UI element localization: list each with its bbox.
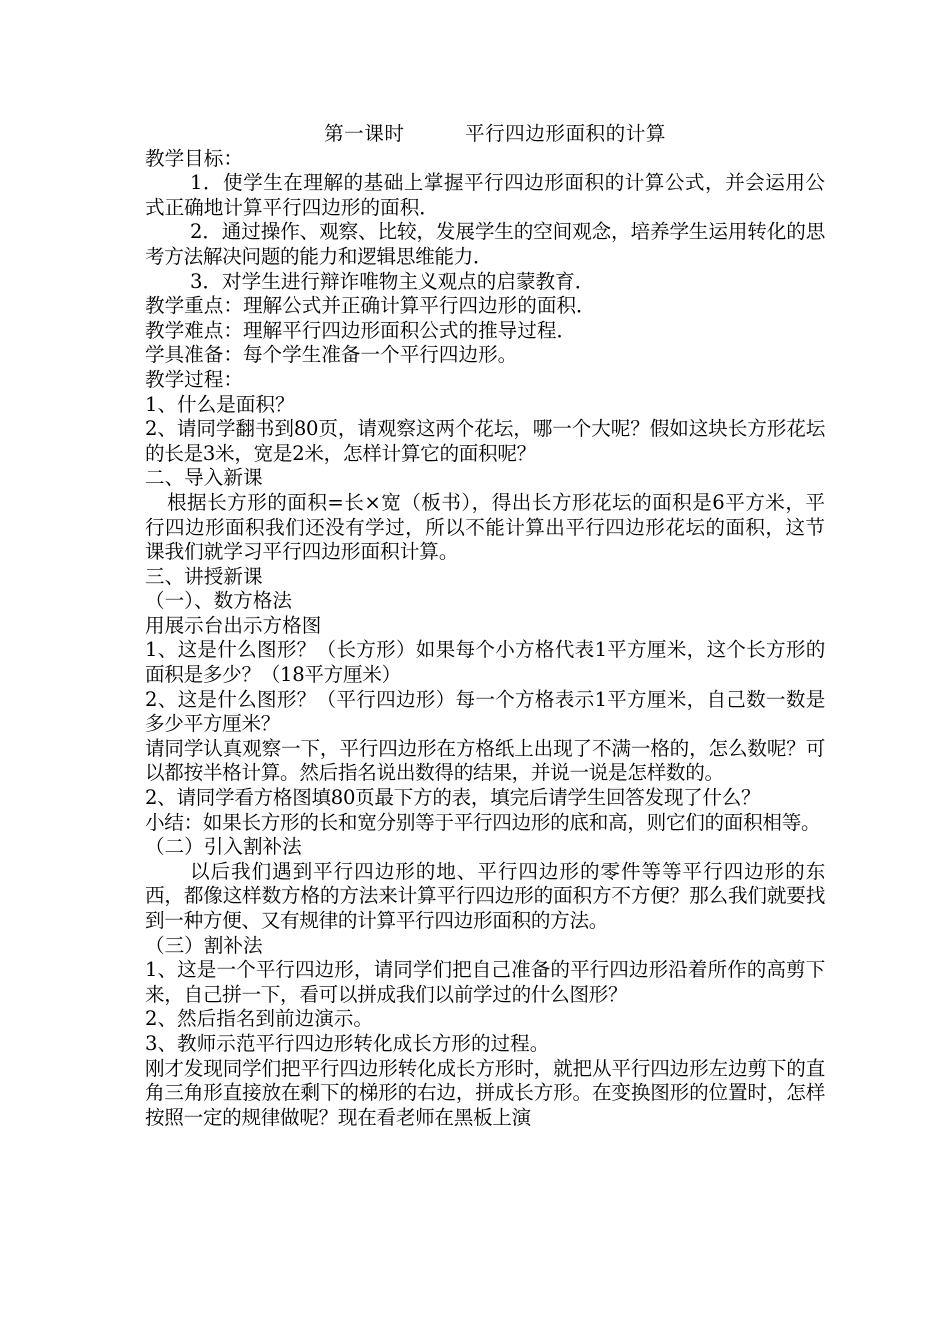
rectangle-question: 1、这是什么图形？（长方形）如果每个小方格代表1平方厘米，这个长方形的面积是多少？（18平方厘米） <box>145 638 825 687</box>
subsection-cut-and-fill: （三）割补法 <box>145 933 263 957</box>
transformation-explanation: 刚才发现同学们把平行四边形转化成长方形时，就把从平行四边形左边剪下的直角三角形直接放在剩下的梯形的右边，拼成长方形。在变换图形的位置时，怎样按照一定的规律做呢？现在看老师在黑板上演 <box>145 1056 825 1129</box>
section-heading-process: 教学过程： <box>145 367 243 391</box>
teaching-difficulty: 教学难点：理解平行四边形面积公式的推导过程． <box>145 318 577 342</box>
objective-3: 3．对学生进行辩诈唯物主义观点的启蒙教育． <box>190 269 595 293</box>
table-fill-question: 2、请同学看方格图填80页最下方的表，填完后请学生回答发现了什么？ <box>145 786 761 810</box>
cut-and-fill-step-3: 3、教师示范平行四边形转化成长方形的过程。 <box>145 1031 550 1055</box>
question-flower-beds: 2、请同学翻书到80页，请观察这两个花坛，哪一个大呢？假如这块长方形花坛的长是3米，宽是2米，怎样计算它的面积呢？ <box>145 417 825 465</box>
section-heading-new-lesson: 三、讲授新课 <box>145 564 263 588</box>
teaching-key-point: 教学重点：理解公式并正确计算平行四边形的面积． <box>145 294 596 318</box>
section-heading-introduction: 二、导入新课 <box>145 466 263 490</box>
lesson-title: 第一课时 平行四边形面积的计算 <box>324 122 666 145</box>
materials-preparation: 学具准备：每个学生准备一个平行四边形。 <box>145 343 518 367</box>
section-heading-objectives: 教学目标： <box>145 146 243 170</box>
summary-paragraph: 小结：如果长方形的长和宽分别等于平行四边形的底和高，则它们的面积相等。 <box>145 810 821 834</box>
parallelogram-question: 2、这是什么图形？（平行四边形）每一个方格表示1平方厘米，自己数一数是多少平方厘米？ <box>145 687 825 736</box>
question-what-is-area: 1、什么是面积？ <box>145 392 295 416</box>
grid-display-step: 用展示台出示方格图 <box>145 613 322 637</box>
cut-and-fill-motivation: 以后我们遇到平行四边形的地、平行四边形的零件等等平行四边形的东西，都像这样数方格的方法来计算平行四边形的面积方不方便？那么我们就要找到一种方便、又有规律的计算平行四边形面积的方法。 <box>145 859 825 932</box>
document-body <box>145 122 825 1130</box>
introduction-paragraph: 根据长方形的面积=长×宽（板书），得出长方形花坛的面积是6平方米，平行四边形面积我们还没有学过，所以不能计算出平行四边形花坛的面积，这节课我们就学习平行四边形面积计算。 <box>145 490 825 564</box>
cut-and-fill-step-1: 1、这是一个平行四边形，请同学们把自己准备的平行四边形沿着所作的高剪下来，自己拼一下，看可以拼成我们以前学过的什么图形？ <box>145 958 825 1006</box>
objective-1: 1．使学生在理解的基础上掌握平行四边形面积的计算公式，并会运用公式正确地计算平行四边形的面积． <box>145 171 825 219</box>
objective-2: 2．通过操作、观察、比较，发展学生的空间观念，培养学生运用转化的思考方法解决问题的能力和逻辑思维能力． <box>145 220 825 268</box>
cut-and-fill-step-2: 2、然后指名到前边演示。 <box>145 1007 373 1031</box>
subsection-grid-counting: （一）、数方格法 <box>145 589 292 613</box>
counting-half-squares: 请同学认真观察一下，平行四边形在方格纸上出现了不满一格的，怎么数呢？可以都按半格计算。然后指名说出数得的结果，并说一说是怎样数的。 <box>145 736 825 785</box>
subsection-cut-and-fill-intro: （二）引入割补法 <box>145 835 302 859</box>
